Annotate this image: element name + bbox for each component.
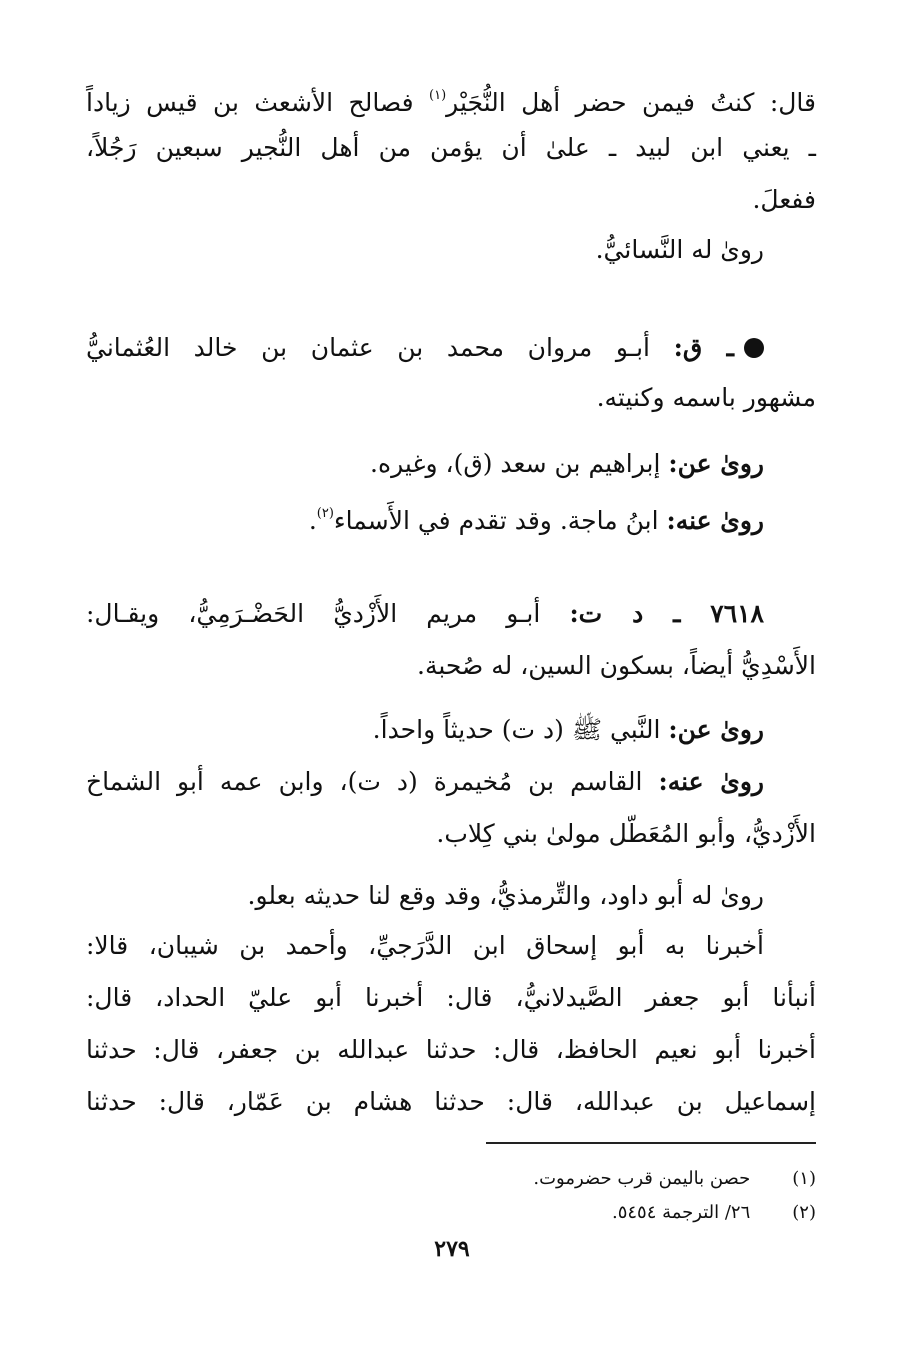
footnote-1-number: (١) — [792, 1168, 816, 1189]
text-line-17: أخبرنا أبو نعيم الحافظ، قال: حدثنا عبدالله بن جعفر، قال: حدثنا — [86, 1035, 816, 1064]
narrated-by-text-2: القاسم بن مُخيمرة (د ت)، وابن عمه أبو الشماخ — [86, 767, 643, 796]
footnote-2-text: ٢٦/ الترجمة ٥٤٥٤. — [611, 1202, 751, 1223]
narrated-from-text: إبراهيم بن سعد (ق)، وغيره. — [370, 449, 661, 478]
narrated-by-line-2 — [86, 764, 764, 800]
line-1-text: قال: كنتُ فيمن حضر أهل النُّجَيْر — [446, 88, 817, 117]
entry-name-2: أبـو مريم الأَزْديُّ الحَضْـرَمِيُّ، ويقـال: — [86, 599, 541, 628]
text-line-13: الأَزْديُّ، وأبو المُعَطّل مولىٰ بني كِلاب. — [436, 819, 816, 848]
text-line-3: ففعلَ. — [752, 185, 816, 214]
narrated-from-line-2 — [86, 712, 764, 748]
narrated-by-text: ابنُ ماجة. وقد تقدم في الأَسماء — [333, 506, 659, 535]
footnote-2 — [216, 1200, 816, 1226]
footnote-ref-1[interactable]: (١) — [429, 88, 447, 103]
line-8-end: . — [308, 506, 317, 535]
narrated-from-label-2: رویٰ عن: — [668, 715, 764, 744]
text-line-10: الأَسْدِيُّ أيضاً، بسكون السين، له صُحبة. — [417, 651, 816, 680]
text-line-15: أخبرنا به أبو إسحاق ابن الدَّرَجيِّ، وأحمد بن شيبان، قالا: — [86, 931, 764, 960]
entry-name: أبـو مروان محمد بن عثمان بن خالد العُثمانيُّ — [86, 333, 650, 362]
narrated-by-label-2: رویٰ عنه: — [658, 767, 765, 796]
footnote-2-number: (٢) — [792, 1202, 816, 1223]
text-line-1 — [86, 78, 816, 121]
text-line-6: مشهور باسمه وكنيته. — [596, 383, 816, 412]
bullet-icon — [744, 338, 764, 358]
entry-heading-line-2 — [86, 596, 764, 632]
footnote-1 — [216, 1166, 816, 1192]
narrated-from-line — [86, 446, 764, 482]
entry-heading-line — [86, 330, 764, 366]
footnote-1-text: حصن باليمن قرب حضرموت. — [533, 1168, 751, 1189]
text-line-16: أنبأنا أبو جعفر الصَّيدلانيُّ، قال: أخبرنا أبو عليّ الحداد، قال: — [86, 983, 816, 1012]
footnote-ref-2[interactable]: (٢) — [316, 506, 334, 521]
entry-code: ـ ق: — [673, 333, 734, 362]
text-line-14: رویٰ له أبو داود، والتِّرمذيُّ، وقد وقع لنا حديثه بعلو. — [247, 881, 764, 910]
narrated-from-text-2: النَّبي ﷺ (د ت) حديثاً واحداً. — [372, 715, 661, 744]
footnote-separator — [486, 1142, 816, 1144]
line-1-tail: فصالح الأشعث بن قيس زياداً — [86, 88, 414, 117]
text-line-4: رویٰ له النَّسائيُّ. — [595, 235, 764, 264]
entry-number: ٧٦١٨ ـ د ت: — [569, 599, 764, 628]
text-line-2: ـ يعني ابن لبيد ـ علىٰ أن يؤمن من أهل النُّجير سبعين رَجُلاً، — [86, 133, 816, 162]
narrated-from-label: رویٰ عن: — [668, 449, 764, 478]
text-line-18: إسماعيل بن عبدالله، قال: حدثنا هشام بن عَمّار، قال: حدثنا — [86, 1087, 816, 1116]
narrated-by-line — [86, 496, 764, 539]
narrated-by-label: رویٰ عنه: — [666, 506, 764, 535]
page-number: ٢٧٩ — [434, 1236, 470, 1262]
